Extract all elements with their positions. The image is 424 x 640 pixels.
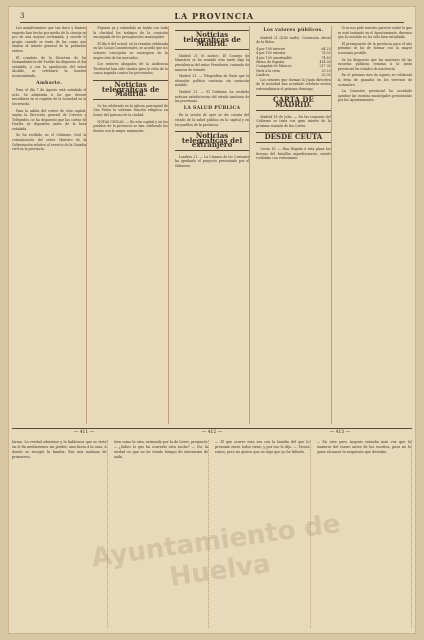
folletin-page-numbers xyxy=(20,430,404,438)
paragraph: Madrid 21 (8 noche). El Consejo de Ministros se ha reunido esta tarde bajo la presidencia del señor Presidente, tratando de asuntos de trámite. xyxy=(174,53,250,72)
paragraph: NOTAS CHICAS. — En esta capital y en los pueblos de la provincia se han celebrado las fiestas con la mayor animación. xyxy=(93,119,168,133)
section-heading: Noticias telegráficas de Madrid. xyxy=(93,80,167,100)
paragraph: La Comisión provincial ha acordado aprobar las cuentas municipales presentadas por los Ayuntamientos. xyxy=(337,89,413,103)
section-heading: LA SALUD PÚBLICA xyxy=(183,105,241,111)
table-row: Compañía de Tabacos 217 00 xyxy=(256,64,331,69)
section-heading: CARTA DE MADRID. xyxy=(256,95,330,110)
column-5-text xyxy=(338,26,412,103)
paragraph: Se ha recibido en el Gobierno Civil la comunicación del señor Ministro de la Gobernación relativa al servicio de la Guardia civil en la provincia. xyxy=(12,133,87,152)
paragraph: Si se nos pide nuestro parecer sobre lo que se está tratando en el Ayuntamiento, diremos que la cuestión no ha sido bien estudiada. xyxy=(337,26,413,40)
column-2 xyxy=(93,26,168,424)
column-4 xyxy=(256,26,331,424)
table-row: 4 por 100 amortizable 74 80 xyxy=(256,55,331,60)
paragraph: Londres 21. — La Cámara de los Comunes ha aprobado el proyecto presentado por el Gobierno. xyxy=(174,154,250,169)
paragraph: En la sesión de ayer se dio cuenta del estado de la salud pública en la capital y en los pueblos de la provincia. xyxy=(174,113,250,127)
paragraph: Los manifestantes que tan duro y bizarro empeño han hecho por medio de la ciencia en pro de una mejora reclamada, y sucede lo propio cuando se trata de las cosas que atañen al interés general de la población entera. xyxy=(12,26,87,53)
paragraph: Madrid 21. — El Gobierno ha recibido noticias satisfactorias del estado sanitario de las provincias. xyxy=(174,89,250,104)
paragraph: Madrid 18 de Julio. — En las regiones del Gobierno se trata con gran interés de la próxima reunión de las Cortes. xyxy=(256,114,331,128)
folletin-text: — En este pero Argenis entraba más vez que la mantuvo del teatro antes de los escritos, pues no le quiso alcanzar la respuesta que deseaba. xyxy=(316,440,411,454)
column-3-text xyxy=(175,30,249,169)
paragraph: Se ha celebrado en la iglesia parroquial de San Pedro la solemne función religiosa en honor del patrono de la ciudad. xyxy=(93,103,168,117)
paragraph: En el próximo mes de Agosto se celebrará la feria de ganados en los terrenos de costumbre. xyxy=(337,73,413,87)
paragraph: Madrid 21. — Telegrafían de París que la situación política continúa sin variación notable. xyxy=(174,74,250,88)
column-1 xyxy=(12,26,87,424)
folletin-divider xyxy=(12,428,412,429)
newspaper-title: LA PROVINCIA xyxy=(174,11,255,21)
paragraph: Los señores que forman la Junta directiva de la sociedad han acordado celebrar sesión extraordinaria el próximo domingo. xyxy=(256,77,331,91)
section-heading: DESDE CEUTA xyxy=(256,132,330,143)
folletin-text: lerma. La verdad admírase y le hablemos que se vista en el fin mediaremos sin perder, sino fuera á la casa, á donde se recogió la familia. Era una mañana de primavera. xyxy=(12,440,107,459)
main-columns xyxy=(12,26,412,424)
section-heading: Los valores públicos. xyxy=(263,28,324,33)
folletin-page-label: — 412 — xyxy=(201,430,223,435)
column-4-text xyxy=(256,29,330,161)
section-heading: Noticias telegráficas del extranjero xyxy=(175,131,249,151)
paragraph: Para la salida del correo de esta capital, según la Dirección general de Correos y Telégrafos, se ha dispuesto que las cartas de Huelva se depositen antes de la hora señalada. xyxy=(12,108,87,131)
paragraph: Ceuta 19. — Han llegado á esta plaza las fuerzas del batallón expedicionario, siendo recibidas con entusiasmo. xyxy=(256,146,331,161)
table-row: 4 por 100 exterior 76 35 xyxy=(256,51,331,56)
newspaper-page xyxy=(8,6,416,634)
table-row: 4 por 100 interior 64 25 xyxy=(256,46,331,51)
column-3 xyxy=(175,26,250,424)
paragraph: Se ha dispuesto que los maestros de las escuelas públicas remitan á la Junta provincial los estados de asistencia. xyxy=(337,57,413,71)
folletin-page-label: — 413 — xyxy=(329,430,351,435)
folletin-page-label: — 411 — xyxy=(73,430,95,435)
paragraph: El comitato de la Directiva de los Demandaderos del Pueblo ha dispuesto el día señalado, y con la aprobación del señor Alcalde, se celebrará la función acostumbrada. xyxy=(12,55,87,78)
paragraph: Figuran ya y extendido su tejido con toda la claridad los trabajos de la comisión encargada de los presupuestos municipales. xyxy=(93,26,168,40)
stock-table xyxy=(256,47,330,78)
paragraph: Para el día 7 de Agosto está señalado el acto. Se admitirán á los que deseen inscribirse en el registro de la Sociedad en la Secretaría. xyxy=(12,88,87,106)
table-row: París á la vista 20 20 xyxy=(256,68,331,73)
paragraph: El día 6 del actual, en la reunión celebrada en las Casas Consistoriales, se acordó que los señores concejales se encarguen de la inspección de los mercados. xyxy=(93,41,168,60)
table-row: Londres 32 00 xyxy=(256,73,331,78)
paragraph: Madrid 21 (4,40 tarde). Cotización oficial de la Bolsa. xyxy=(256,35,331,45)
section-heading: Ambarte. xyxy=(36,80,63,86)
folletin-text: — El que ocurre esta vez con la familia del que lo presume entre todos tiene, y por eso lo dijo. — Tienes razón; pero no quiero que se diga que yo he faltado. xyxy=(215,440,310,454)
folletin-text: bien como la otra, arrimada por la de Leres, preguntó: — ¿Sabes lo que ha ocurrido esta noche? — No, la verdad es que no he tenido tiempo de enterarme de nada. xyxy=(113,440,208,459)
archive-watermark: Ayuntamiento de Huelva xyxy=(89,508,343,593)
table-row: Banco de España 414 00 xyxy=(256,60,331,64)
column-5 xyxy=(338,26,412,424)
paragraph: Los señores abogados de la Audiencia Territorial han sido citados para la vista de la causa seguida contra los procesados. xyxy=(93,62,168,76)
column-2-text xyxy=(93,26,167,133)
column-1-text xyxy=(12,26,86,152)
page-number: 3 xyxy=(20,12,25,20)
section-heading: Noticias telegráficas de Madrid. xyxy=(175,30,249,50)
paragraph: El presupuesto de la provincia para el año próximo se ha de formar con la mayor economía posible. xyxy=(337,41,413,55)
page-header xyxy=(20,10,404,23)
